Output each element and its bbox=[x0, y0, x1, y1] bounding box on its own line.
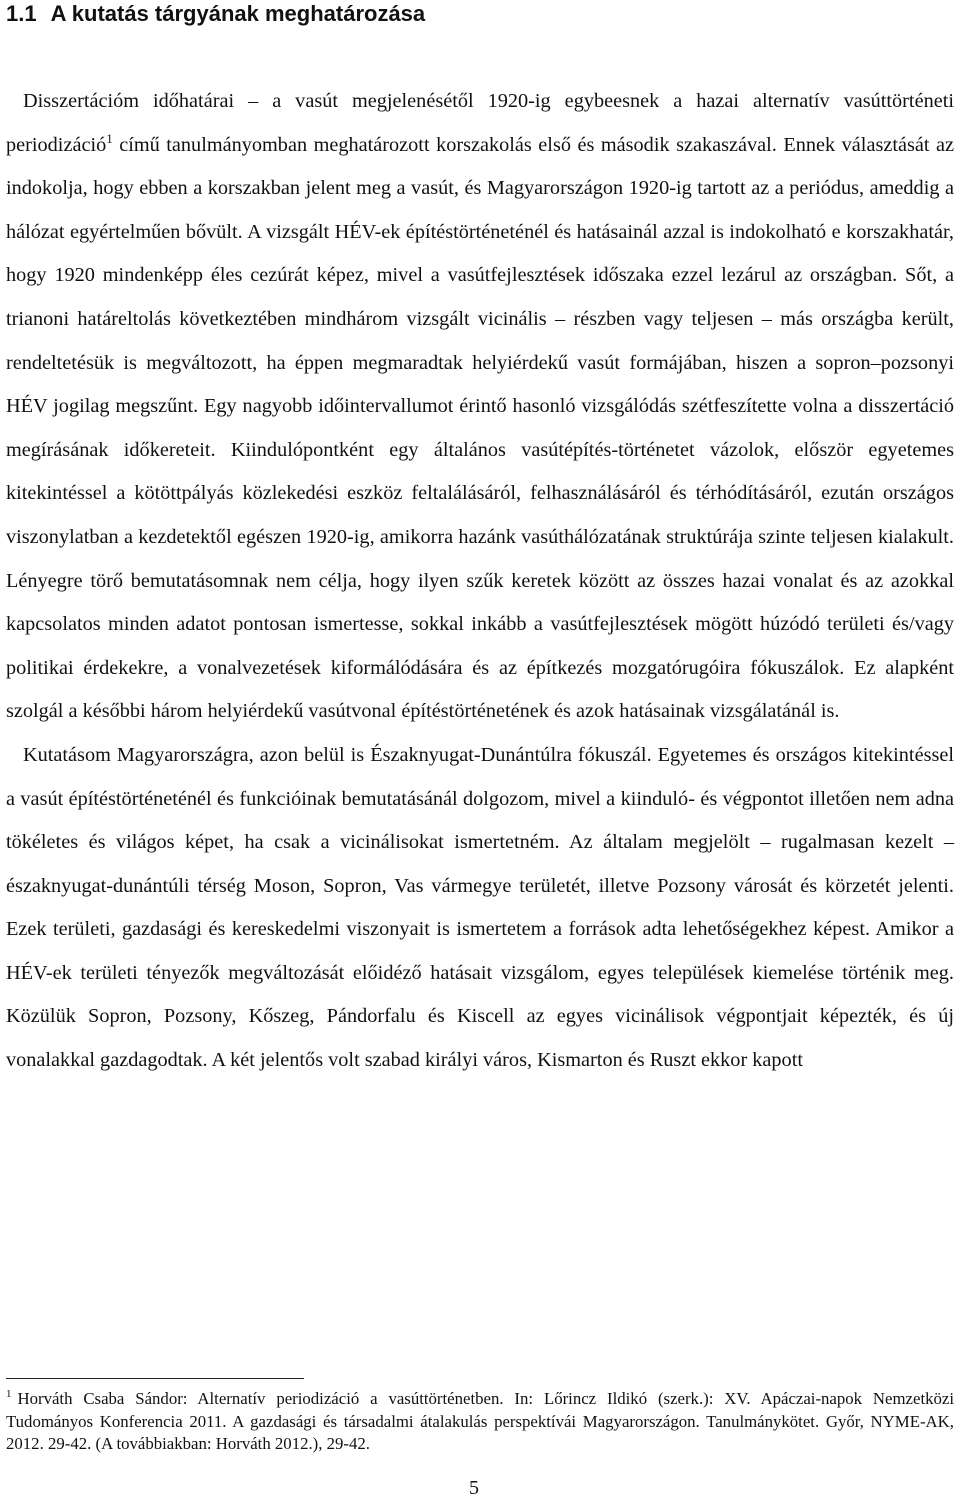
body-text bbox=[6, 80, 954, 1083]
paragraph-1-text-b: című tanulmányomban meghatározott korszakolás első és második szakaszával. Ennek választását az indokolja, hogy ebben a korszakban jelent meg a vasút, és Magyarországon 1920-ig tartott az a periódus, ameddig a hálózat egyértelműen bővült. A vizsgált HÉV-ek építéstörténeténél és hatásainál azzal is indokolható e korszakhatár, hogy 1920 mindenképp éles cezúrát képez, mivel a vasútfejlesztések időszaka ezzel lezárul az országban. Sőt, a trianoni határeltolás következtében mindhárom vizsgált vicinális – részben vagy teljesen – más országba került, rendeltetésük is megváltozott, ha éppen megmaradtak helyiérdekű vasút formájában, hiszen a sopron–pozsonyi HÉV jogilag megszűnt. Egy nagyobb időintervallumot érintő hasonló vizsgálódás szétfeszítette volna a disszertáció megírásának időkereteit. Kiindulópontként egy általános vasútépítés-történetet vázolok, először egyetemes kitekintéssel a kötöttpályás közlekedési eszköz feltalálásáról, felhasználásáról és térhódításáról, ezután országos viszonylatban a kezdetektől egészen 1920-ig, amikorra hazánk vasúthálózatának struktúrája szinte teljesen kialakult. Lényegre törő bemutatásomnak nem célja, hogy ilyen szűk keretek között az összes hazai vonalat és az azokkal kapcsolatos minden adatot pontosan ismertesse, sokkal inkább a vasútfejlesztések mögött húzódó területi és/vagy politikai érdekekre, a vonalvezetések kiformálódására és az építkezés mozgatórugóira fókuszálok. Ez alapként szolgál a későbbi három helyiérdekű vasútvonal építéstörténetének és azok hatásainak vizsgálatánál is. bbox=[6, 133, 954, 723]
section-title: A kutatás tárgyának meghatározása bbox=[50, 1, 426, 26]
footnote-separator bbox=[6, 1378, 304, 1379]
page-number: 5 bbox=[469, 1477, 479, 1499]
footnote-text: Horváth Csaba Sándor: Alternatív periodizáció a vasúttörténetben. In: Lőrincz Ildikó (szerk.): XV. Apáczai-napok Nemzetközi Tudományos Konferencia 2011. A gazdasági és társadalmi átalakulás perspektívái Magyarországon. Tanulmánykötet. Győr, NYME-AK, 2012. 29-42. (A továbbiakban: Horváth 2012.), 29-42. bbox=[6, 1389, 954, 1453]
footnote-reference[interactable]: 1 bbox=[106, 130, 113, 146]
section-number: 1.1 bbox=[6, 1, 37, 26]
paragraph-1 bbox=[6, 80, 954, 734]
paragraph-2: Kutatásom Magyarországra, azon belül is Északnyugat-Dunántúlra fókuszál. Egyetemes és országos kitekintéssel a vasút építéstörténeténél és funkcióinak bemutatásánál dolgozom, mivel a kiinduló- és végpontot illetően nem adna tökéletes és világos képet, ha csak a vicinálisokat ismertetném. Az általam megjelölt – rugalmasan kezelt – északnyugat-dunántúli térség Moson, Sopron, Vas vármegye területét, illetve Pozsony városát és körzetét jelenti. Ezek területi, gazdasági és kereskedelmi viszonyait is ismertetem a források adta lehetőségekhez képest. Amikor a HÉV-ek területi tényezők megváltozását előidéző hatásait vizsgálom, egyes települések kiemelése történik meg. Közülük Sopron, Pozsony, Kőszeg, Pándorfalu és Kiscell az egyes vicinálisok végpontjait képezték, és új vonalakkal gazdagodtak. A két jelentős volt szabad királyi város, Kismarton és Ruszt ekkor kapott bbox=[6, 743, 954, 1072]
footnote-number: 1 bbox=[6, 1388, 12, 1401]
footnote bbox=[6, 1388, 954, 1456]
section-heading bbox=[6, 1, 425, 27]
paragraph-1-text-a: Disszertációm időhatárai – a vasút megjelenésétől 1920-ig egybeesnek a hazai alternatív vasúttörténeti periodizáció bbox=[6, 90, 954, 156]
